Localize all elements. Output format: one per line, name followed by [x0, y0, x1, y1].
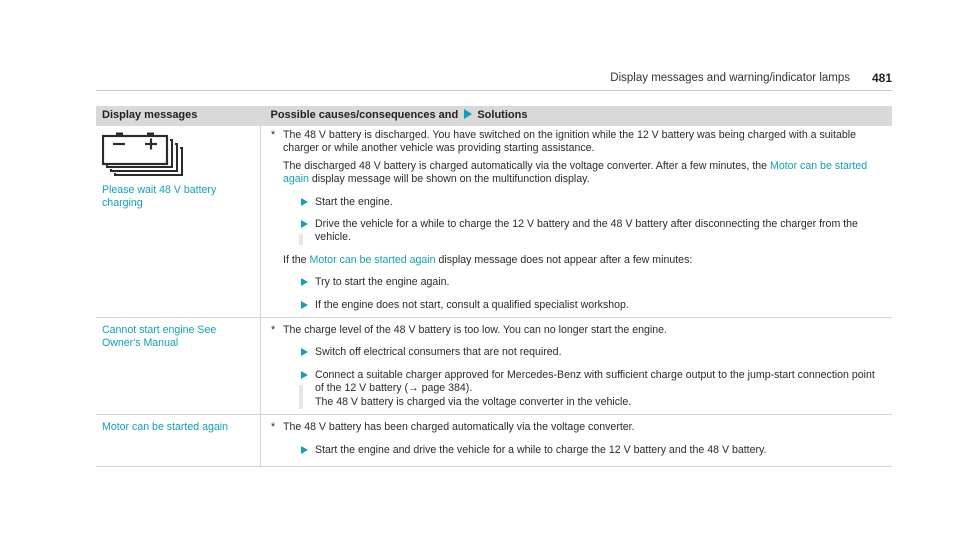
- message-name: Cannot start engine See Owner's Manual: [102, 324, 217, 350]
- solution-step: [283, 218, 886, 245]
- message-cell: [96, 318, 261, 415]
- step-bar: [299, 385, 303, 409]
- col-header-display-messages: Display messages: [96, 106, 261, 126]
- table-row: [96, 318, 892, 415]
- cause-block: [271, 421, 886, 457]
- table-row: [96, 415, 892, 467]
- asterisk-marker: *: [271, 421, 276, 434]
- step-arrow-icon: [301, 301, 308, 309]
- step-text: Start the engine.: [315, 195, 393, 208]
- message-reference: Motor can be started again: [283, 159, 868, 186]
- col-header-causes: Possible causes/consequences and: [270, 109, 459, 122]
- asterisk-marker: *: [271, 324, 276, 337]
- cause-block: [271, 324, 886, 409]
- header-title: Display messages and warning/indicator lamps: [610, 72, 850, 84]
- step-text: Try to start the engine again.: [315, 276, 450, 289]
- solution-step: [283, 299, 886, 312]
- condition-text-1: If the: [283, 253, 307, 266]
- table-header-row: [96, 106, 892, 126]
- battery-charging-icon: [102, 132, 186, 176]
- message-name: Please wait 48 V battery charging: [102, 184, 217, 210]
- solution-step: [283, 444, 886, 457]
- solution-step: [283, 346, 886, 359]
- solution-cell: [261, 415, 893, 467]
- step-arrow-icon: [301, 278, 308, 286]
- condition-text: [283, 254, 886, 267]
- page-number: 481: [871, 71, 892, 85]
- table-row: [96, 126, 892, 318]
- solution-step: [283, 196, 886, 209]
- step-text: Switch off electrical consumers that are not required.: [315, 346, 562, 359]
- cause-text-b: [283, 160, 886, 187]
- step-text-b: The 48 V battery is charged via the voltage converter in the vehicle.: [315, 395, 632, 408]
- solution-cell: [261, 318, 893, 415]
- solutions-arrow-icon: [464, 109, 472, 119]
- asterisk-marker: *: [271, 129, 276, 141]
- message-name: Motor can be started again: [102, 421, 229, 434]
- message-reference: Motor can be started again: [309, 253, 436, 266]
- step-bar: [299, 234, 303, 245]
- cause-text-b-1: The discharged 48 V battery is charged automatically via the voltage converter. After a few minutes, the: [283, 159, 768, 172]
- step-text: Connect a suitable charger approved for Mercedes-Benz with sufficient charge output to the jump-start connection point of the 12 V battery (→ page 384).: [315, 368, 875, 395]
- solution-cell: [261, 126, 893, 318]
- step-text: If the engine does not start, consult a qualified specialist workshop.: [315, 298, 629, 311]
- condition-text-2: display message does not appear after a few minutes:: [438, 253, 693, 266]
- solution-step: [283, 276, 886, 289]
- step-arrow-icon: [301, 446, 308, 454]
- cause-text: The 48 V battery has been charged automatically via the voltage converter.: [283, 421, 635, 434]
- display-messages-table: [96, 106, 892, 467]
- message-cell: [96, 415, 261, 467]
- step-arrow-icon: [301, 198, 308, 206]
- cause-block: [271, 129, 886, 312]
- message-cell: [96, 126, 261, 318]
- col-header-solutions: Solutions: [477, 109, 528, 122]
- cause-text-b-2: display message will be shown on the multifunction display.: [311, 173, 590, 186]
- solution-step: [283, 369, 886, 409]
- step-text: Start the engine and drive the vehicle for a while to charge the 12 V battery and the 48 V battery.: [315, 443, 767, 456]
- step-arrow-icon: [301, 348, 308, 356]
- step-arrow-icon: [301, 220, 308, 228]
- cause-text: The 48 V battery is discharged. You have switched on the ignition while the 12 V battery was being charged with a suitable charger or while another vehicle was providing starting assistance.: [283, 129, 857, 155]
- step-text: Drive the vehicle for a while to charge the 12 V battery and the 48 V battery after disconnecting the charger from the vehicle.: [315, 218, 858, 244]
- step-arrow-icon: [301, 371, 308, 379]
- page-header: [96, 70, 892, 91]
- cause-text: The charge level of the 48 V battery is too low. You can no longer start the engine.: [283, 324, 667, 337]
- col-header-causes-solutions: [261, 106, 893, 126]
